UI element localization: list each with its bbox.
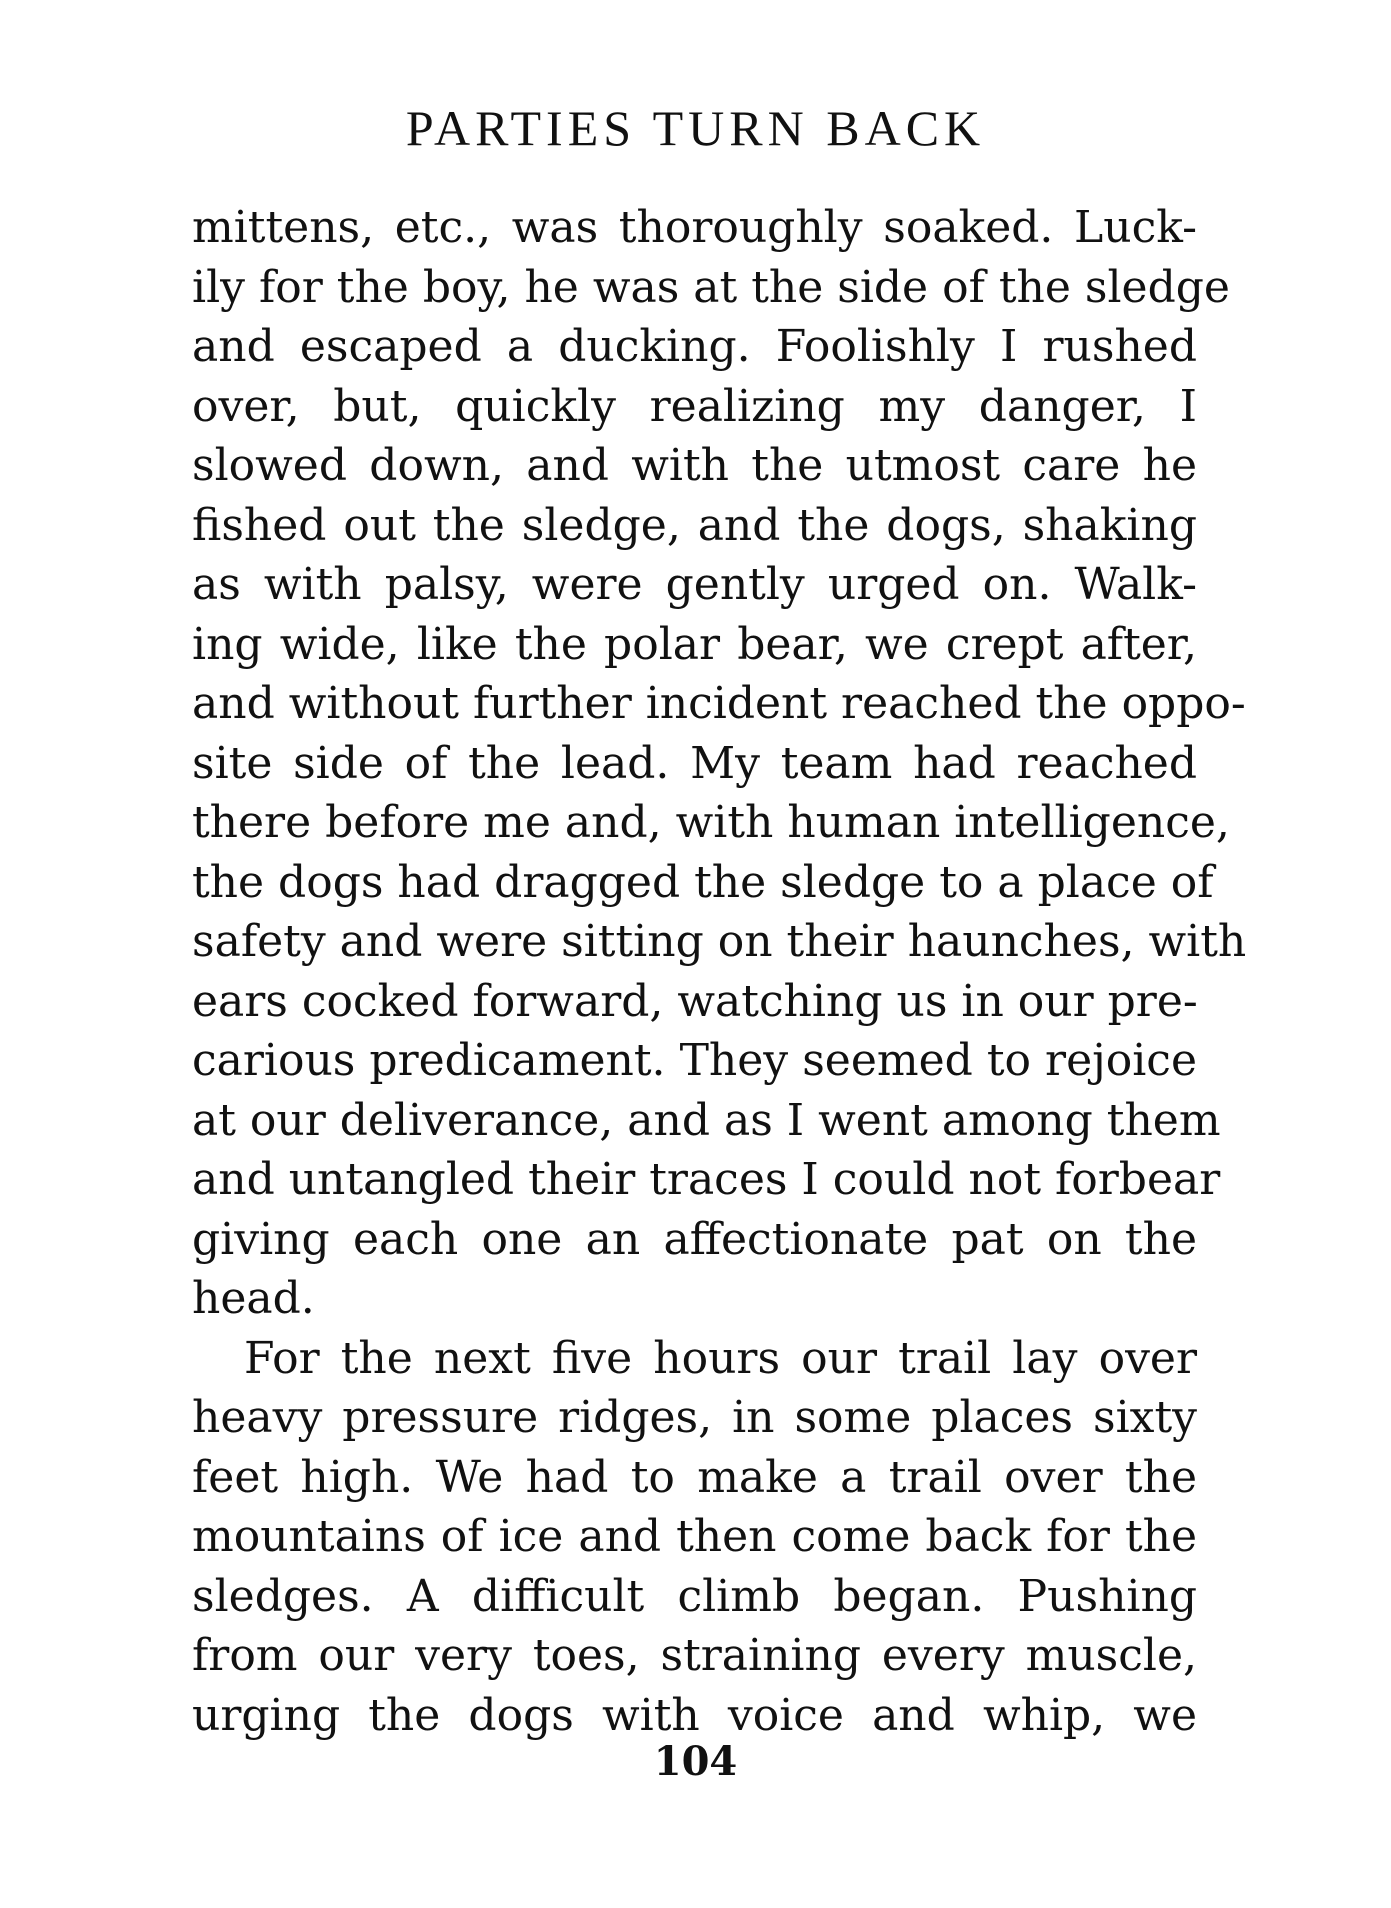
text-line: sledges. A difficult climb began. Pushing (192, 1570, 1197, 1622)
text-line: carious predicament. They seemed to rejoice (192, 1035, 1197, 1086)
text-line: and escaped a ducking. Foolishly I rushed (192, 321, 1197, 372)
text-line: over, but, quickly realizing my danger, I (192, 380, 1197, 432)
text-line: heavy pressure ridges, in some places sixty (192, 1392, 1197, 1443)
text-line: and untangled their traces I could not forbear (192, 1154, 1221, 1205)
text-line: there before me and, with human intelligence, (192, 797, 1230, 848)
text-line: ears cocked forward, watching us in our pre- (192, 975, 1198, 1027)
text-line: and without further incident reached the oppo- (192, 678, 1246, 729)
text-line: as with palsy, were gently urged on. Walk- (192, 559, 1197, 610)
text-line: head. (192, 1273, 315, 1324)
text-line: slowed down, and with the utmost care he (192, 440, 1197, 491)
text-line: feet high. We had to make a trail over the (192, 1451, 1197, 1503)
text-line: safety and were sitting on their haunches, with (192, 916, 1247, 967)
text-line: the dogs had dragged the sledge to a place of (192, 856, 1214, 908)
running-head: PARTIES TURN BACK (405, 100, 986, 156)
text-line: mountains of ice and then come back for the (192, 1511, 1197, 1562)
text-line: fished out the sledge, and the dogs, shaking (192, 499, 1197, 551)
page-number: 104 (653, 1738, 738, 1785)
text-line: site side of the lead. My team had reached (192, 737, 1197, 789)
text-line: urging the dogs with voice and whip, we (192, 1689, 1197, 1741)
text-line: ing wide, like the polar bear, we crept after, (192, 618, 1197, 670)
text-line: from our very toes, straining every muscle, (192, 1630, 1197, 1681)
text-line: giving each one an affectionate pat on the (192, 1213, 1197, 1265)
text-line: ily for the boy, he was at the side of the sledge (192, 261, 1230, 313)
text-line: mittens, etc., was thoroughly soaked. Luck- (192, 202, 1197, 253)
text-line: at our deliverance, and as I went among them (192, 1094, 1221, 1146)
text-line: For the next five hours our trail lay over (244, 1332, 1197, 1384)
body-text (192, 198, 1247, 1745)
